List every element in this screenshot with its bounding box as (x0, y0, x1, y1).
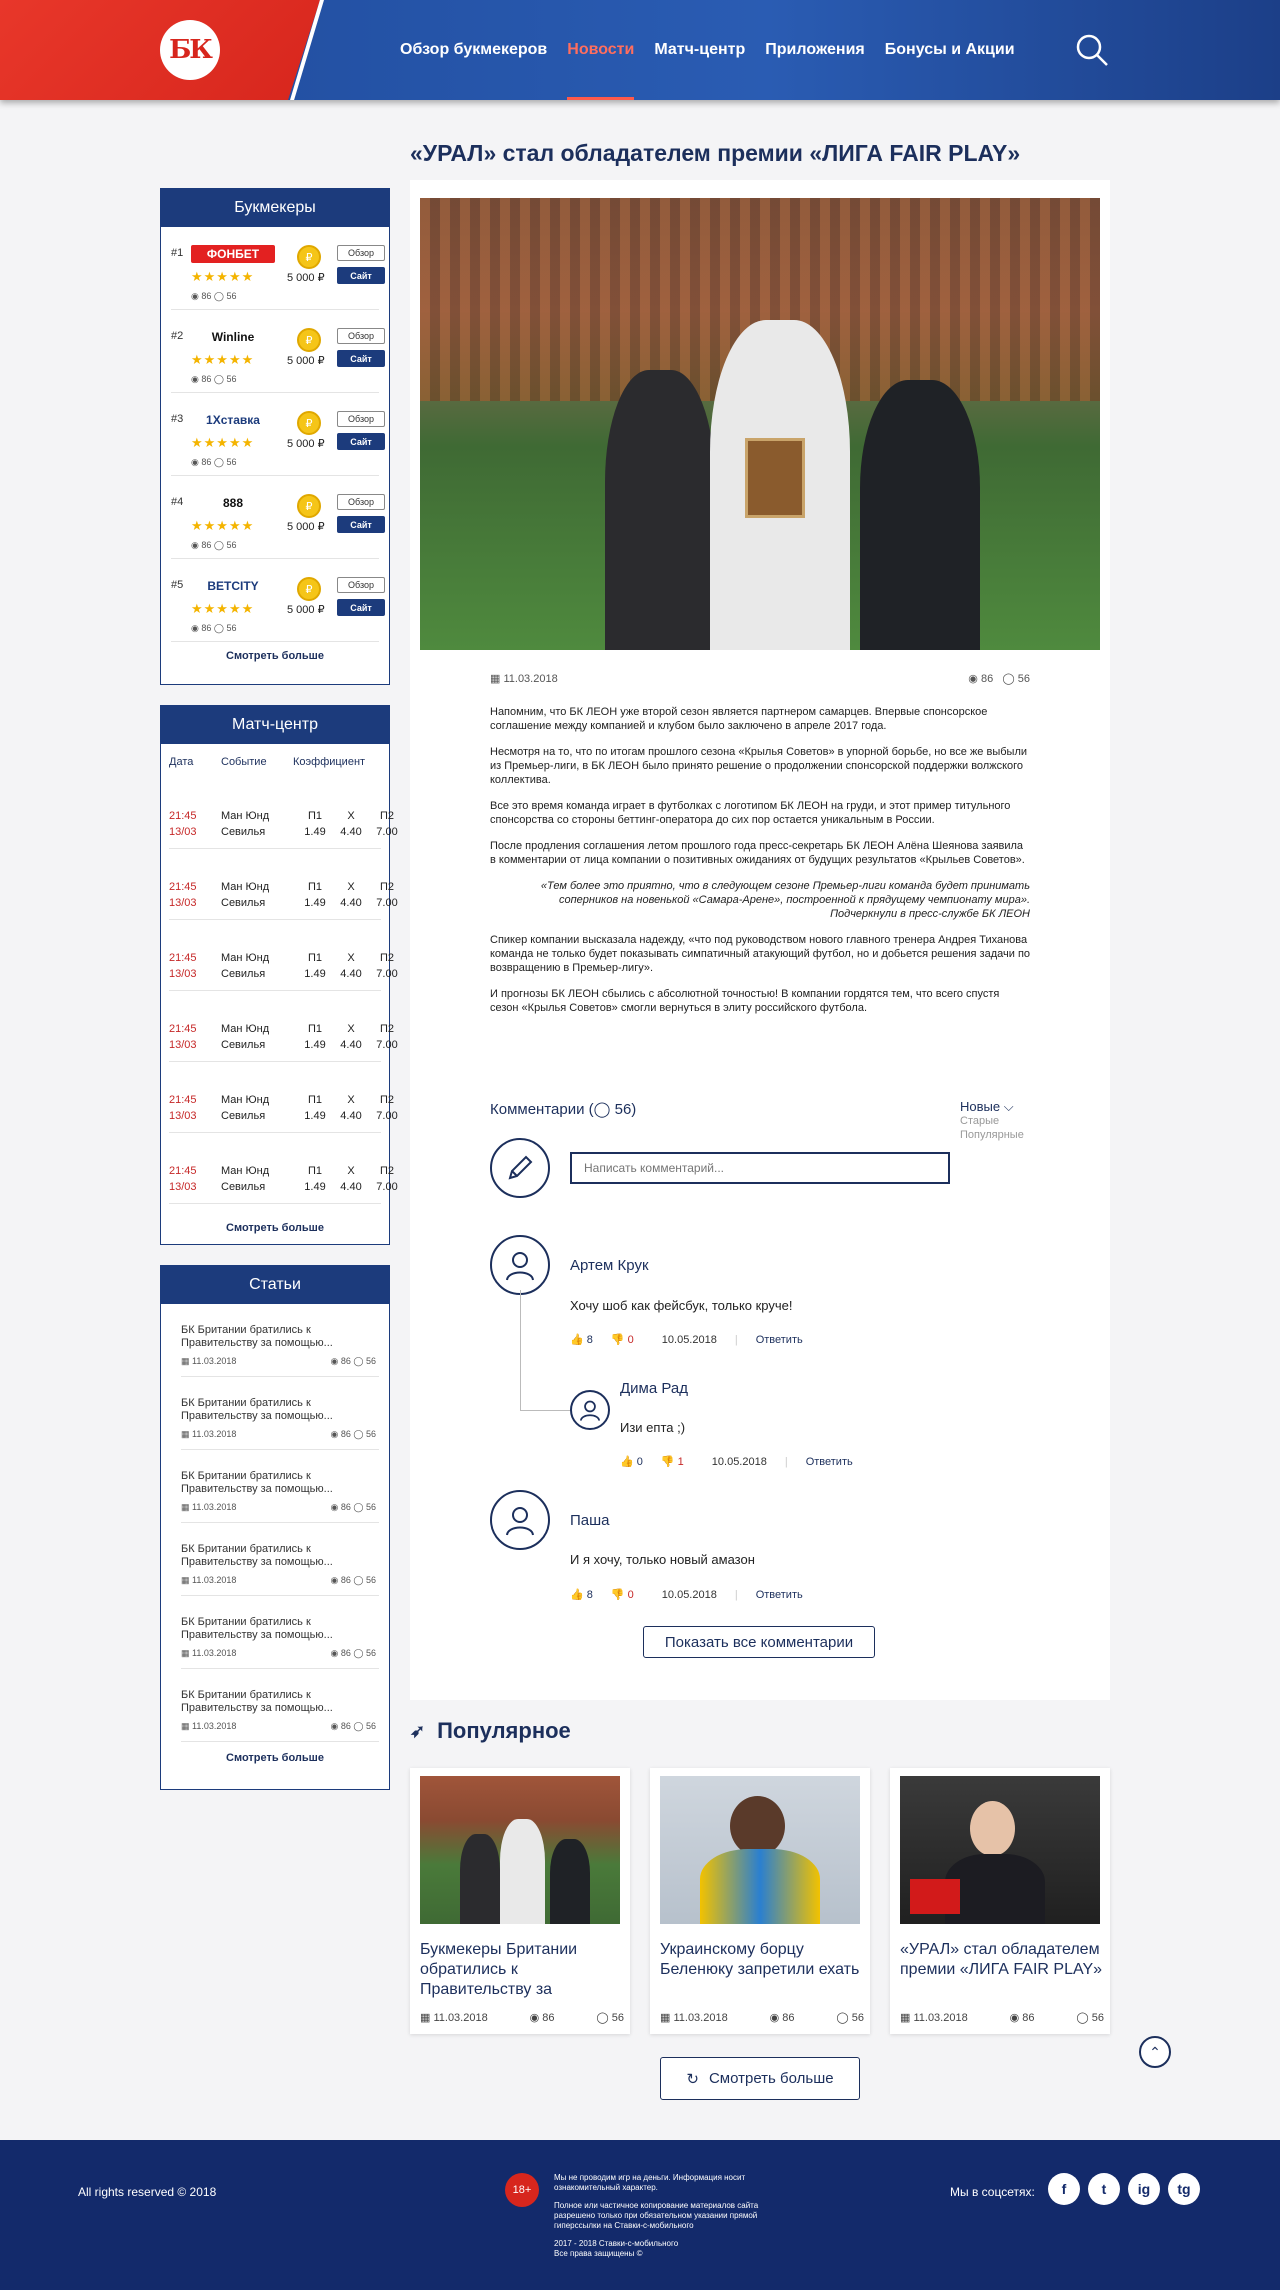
comment-text: Хочу шоб как фейсбук, только круче! (570, 1298, 793, 1313)
popular-card-title[interactable]: Украинскому борцу Беленюку запретили ехать (660, 1941, 860, 1978)
match-row[interactable] (169, 778, 398, 849)
eye-icon: ◉ (191, 623, 199, 633)
thread-line (520, 1290, 521, 1410)
article-item-title[interactable]: БК Британии братились к Правительству за помощью... (181, 1470, 333, 1495)
review-button[interactable]: Обзор (337, 577, 385, 593)
bookmaker-rank: #5 (171, 579, 184, 591)
calendar-icon: ▦ (900, 2012, 911, 2024)
comment-icon: ◯ (353, 1356, 364, 1366)
site-header (0, 0, 1280, 100)
instagram-icon[interactable]: ig (1128, 2173, 1160, 2205)
calendar-icon: ▦ (181, 1575, 190, 1585)
bookmaker-row (171, 559, 379, 642)
rocket-icon: ➶ (410, 1720, 426, 1741)
eye-icon: ◉ (191, 374, 199, 384)
col-event: Событие (221, 756, 267, 768)
telegram-icon[interactable]: tg (1168, 2173, 1200, 2205)
rating-stars: ★★★★★ (191, 601, 255, 616)
match-odds: П1 1.49 Х 4.40 П2 7.00 (304, 1023, 398, 1051)
like-button[interactable]: 👍 8 (570, 1589, 593, 1601)
site-button[interactable]: Сайт (337, 516, 385, 533)
bookmaker-rank: #3 (171, 413, 184, 425)
match-teams: Ман Юнд Севилья (221, 1094, 270, 1122)
comment-actions (570, 1588, 803, 1601)
bookmaker-stats: ◉ 86 ◯ 56 (191, 291, 237, 301)
match-teams: Ман Юнд Севилья (221, 1165, 270, 1193)
article-stats: ◉ 86 ◯ 56 (968, 673, 1030, 685)
match-datetime: 21:45 13/03 (169, 1094, 197, 1122)
scroll-to-top-button[interactable] (1139, 2036, 1171, 2068)
pencil-icon (490, 1138, 550, 1198)
article-paragraph: Спикер компании высказала надежду, «что под руководством нового главного тренера Андрея Тиханова команда не только будет показывать симпатичный атакующий футбол, но и добьется решения задачи по возвращению в Премьер-лигу». (490, 934, 1031, 974)
dislike-button[interactable]: 👎 0 (610, 1589, 634, 1601)
match-datetime: 21:45 13/03 (169, 810, 197, 838)
popular-card[interactable] (890, 1768, 1110, 2034)
thumbs-down-icon: 👎 (610, 1589, 625, 1601)
article-item-title[interactable]: БК Британии братились к Правительству за помощью... (181, 1689, 333, 1714)
hero-person-right (860, 380, 980, 650)
refresh-icon: ↻ (686, 2070, 699, 2088)
article-list-item[interactable] (181, 1377, 379, 1450)
comments-sort (960, 1100, 1024, 1142)
match-datetime: 21:45 13/03 (169, 1165, 197, 1193)
site-logo[interactable] (160, 20, 220, 80)
eye-icon: ◉ (1009, 2012, 1020, 2024)
popular-more-button[interactable]: ↻ Смотреть больше (660, 2057, 860, 2100)
match-odds: П1 1.49 Х 4.40 П2 7.00 (304, 810, 398, 838)
nav-news[interactable]: Новости (567, 0, 634, 100)
bookmaker-bonus: 5 000 ₽ (287, 272, 325, 284)
eye-icon: ◉ (330, 1356, 339, 1366)
review-button[interactable]: Обзор (337, 494, 385, 510)
bookmakers-widget (160, 188, 390, 685)
articles-widget (160, 1265, 390, 1790)
bookmaker-logo[interactable]: ФОНБЕТ (191, 245, 275, 263)
bookmaker-logo[interactable]: 1Хставка (191, 411, 275, 429)
thumbs-down-icon: 👎 (610, 1334, 625, 1346)
match-table-header (161, 744, 389, 778)
page-title: «УРАЛ» стал обладателем премии «ЛИГА FAIR PLAY» (410, 140, 1021, 166)
site-footer (0, 2140, 1280, 2290)
eye-icon: ◉ (330, 1575, 339, 1585)
bookmaker-logo[interactable]: Winline (191, 328, 275, 346)
eye-icon: ◉ (191, 457, 199, 467)
twitter-icon[interactable]: t (1088, 2173, 1120, 2205)
bonus-coin-icon: ₽ (297, 411, 321, 435)
bookmaker-rank: #2 (171, 330, 184, 342)
match-datetime: 21:45 13/03 (169, 952, 197, 980)
article-list-item[interactable] (181, 1523, 379, 1596)
eye-icon: ◉ (191, 291, 199, 301)
article-list-item[interactable] (181, 1596, 379, 1669)
bookmaker-row (171, 476, 379, 559)
popular-card-image (420, 1776, 620, 1924)
like-button[interactable]: 👍 8 (570, 1334, 593, 1346)
match-row[interactable] (169, 920, 398, 991)
comment-icon: ◯ (353, 1429, 364, 1439)
user-avatar-icon (570, 1390, 610, 1430)
bookmakers-list (161, 227, 389, 642)
nav-apps[interactable]: Приложения (765, 41, 865, 58)
social-label: Мы в соцсетях: (950, 2185, 1035, 2199)
article-paragraph: И прогнозы БК ЛЕОН сбылись с абсолютной точностью! В компании гордятся тем, что всего спустя сезон «Крылья Советов» смогли вернуться в элиту российского футбола. (490, 988, 1000, 1014)
comment-icon: ◯ (213, 457, 224, 467)
comment-author[interactable]: Паша (570, 1512, 610, 1529)
sort-option-popular[interactable]: Популярные (960, 1129, 1024, 1141)
match-odds: П1 1.49 Х 4.40 П2 7.00 (304, 1094, 398, 1122)
bookmaker-rank: #4 (171, 496, 184, 508)
thumbs-up-icon: 👍 (570, 1589, 584, 1601)
comment-icon: ◯ (213, 374, 224, 384)
comment-input[interactable] (570, 1152, 950, 1184)
match-center-title: Матч-центр (161, 706, 389, 744)
footer-disclaimer: Мы не проводим игр на деньги. Информация носит ознакомительный характер. Полное или частичное копирование материалов сайта разрешено только при обязательном указании прямой гиперссылки на Ставки-с-мобильного 2017 - 2018 Ставки-с-мобильного Все права защищены © (554, 2173, 759, 2258)
rating-stars: ★★★★★ (191, 435, 255, 450)
thumbs-down-icon: 👎 (660, 1456, 675, 1468)
separator: | (784, 1455, 788, 1468)
site-button[interactable]: Сайт (337, 599, 385, 616)
match-teams: Ман Юнд Севилья (221, 952, 270, 980)
bookmaker-row (171, 393, 379, 476)
comment-author[interactable]: Артем Крук (570, 1257, 649, 1274)
comment-icon: ◯ (1002, 673, 1015, 685)
match-odds: П1 1.49 Х 4.40 П2 7.00 (304, 881, 398, 909)
bookmaker-stats: ◉ 86 ◯ 56 (191, 540, 237, 550)
comment-actions (620, 1455, 853, 1468)
separator: | (734, 1588, 738, 1601)
article-paragraph: Напомним, что БК ЛЕОН уже второй сезон является партнером самарцев. Впервые спонсорское соглашение между компанией и клубом было заключено в апреле 2017 года. (490, 706, 988, 732)
col-coef: Коэффициент (293, 756, 366, 768)
article-item-meta: ▦ 11.03.2018 ◉ 86 ◯ 56 (181, 1356, 376, 1366)
sort-option-old[interactable]: Старые (960, 1115, 1000, 1127)
articles-title: Статьи (161, 1266, 389, 1304)
comment-icon: ◯ (353, 1721, 364, 1731)
calendar-icon: ▦ (181, 1648, 190, 1658)
article-item-title[interactable]: БК Британии братились к Правительству за помощью... (181, 1324, 333, 1349)
bookmaker-logo[interactable]: BETCITY (191, 577, 275, 595)
dislike-button[interactable]: 👎 0 (610, 1334, 634, 1346)
eye-icon: ◉ (529, 2012, 540, 2024)
calendar-icon: ▦ (181, 1502, 190, 1512)
article-hero-image (420, 198, 1100, 650)
eye-icon: ◉ (330, 1721, 339, 1731)
hero-award-plaque (745, 438, 805, 518)
user-avatar-icon (490, 1235, 550, 1295)
match-center-more-link[interactable]: Смотреть больше (226, 1222, 324, 1234)
chevron-up-icon: ⌃ (1149, 2043, 1161, 2060)
match-teams: Ман Юнд Севилья (221, 1023, 270, 1051)
comment-text: Изи епта ;) (620, 1420, 686, 1435)
comment-icon: ◯ (353, 1502, 364, 1512)
bookmaker-bonus: 5 000 ₽ (287, 604, 325, 616)
nav-bookmaker-reviews[interactable]: Обзор букмекеров (400, 41, 548, 58)
bookmaker-bonus: 5 000 ₽ (287, 521, 325, 533)
article-item-title[interactable]: БК Британии братились к Правительству за помощью... (181, 1543, 333, 1568)
bonus-coin-icon: ₽ (297, 494, 321, 518)
article-item-meta: ▦ 11.03.2018 ◉ 86 ◯ 56 (181, 1721, 376, 1731)
article-list-item[interactable] (181, 1450, 379, 1523)
comments-title: Комментарии (◯ 56) (490, 1101, 637, 1118)
comment-icon: ◯ (213, 291, 224, 301)
popular-card-meta: ▦ 11.03.2018 ◉ 86 ◯ 56 (660, 2012, 864, 2024)
rating-stars: ★★★★★ (191, 518, 255, 533)
articles-list (161, 1304, 389, 1742)
popular-card[interactable] (410, 1768, 630, 2034)
bookmaker-bonus: 5 000 ₽ (287, 355, 325, 367)
user-avatar-icon (490, 1490, 550, 1550)
match-datetime: 21:45 13/03 (169, 881, 197, 909)
popular-card-meta: ▦ 11.03.2018 ◉ 86 ◯ 56 (900, 2012, 1104, 2024)
thumbs-up-icon: 👍 (570, 1334, 584, 1346)
comment-date: 10.05.2018 (711, 1455, 767, 1468)
comment-author[interactable]: Дима Рад (620, 1380, 688, 1397)
article-item-meta: ▦ 11.03.2018 ◉ 86 ◯ 56 (181, 1429, 376, 1439)
comment-date: 10.05.2018 (661, 1333, 717, 1346)
chevron-down-icon: ⌵ (1003, 1099, 1014, 1114)
comment-icon: ◯ (353, 1648, 364, 1658)
match-center-widget (160, 705, 398, 1245)
match-datetime: 21:45 13/03 (169, 1023, 197, 1051)
comment-icon: ◯ (213, 540, 224, 550)
article-item-meta: ▦ 11.03.2018 ◉ 86 ◯ 56 (181, 1502, 376, 1512)
calendar-icon: ▦ (490, 673, 501, 685)
bookmakers-more-link[interactable]: Смотреть больше (226, 650, 324, 662)
comment-icon: ◯ (596, 2012, 609, 2024)
popular-card-image (660, 1776, 860, 1924)
popular-card-title[interactable]: «УРАЛ» стал обладателем премии «ЛИГА FAIR PLAY» (900, 1941, 1103, 1978)
site-button[interactable]: Сайт (337, 350, 385, 367)
bookmaker-stats: ◉ 86 ◯ 56 (191, 457, 237, 467)
separator: | (734, 1333, 738, 1346)
popular-card-image (900, 1776, 1100, 1924)
match-row[interactable] (169, 1133, 398, 1204)
bookmaker-row (171, 227, 379, 310)
comment-icon: ◯ (353, 1575, 364, 1585)
col-date: Дата (169, 756, 194, 768)
bookmaker-row (171, 310, 379, 393)
comment-icon: ◯ (213, 623, 224, 633)
bookmaker-bonus: 5 000 ₽ (287, 438, 325, 450)
popular-card[interactable] (650, 1768, 870, 2034)
article-quote: «Тем более это приятно, что в следующем сезоне Премьер-лиги команда будет принимать соперников на новенькой «Самара-Арене», построенной к прядущему чемпионату мира». Подчеркнули в пресс-службе БК ЛЕОН (540, 880, 1030, 920)
article-date: ▦ 11.03.2018 (490, 673, 558, 685)
dislike-button[interactable]: 👎 1 (660, 1456, 684, 1468)
bookmaker-logo[interactable]: 888 (191, 494, 275, 512)
bonus-coin-icon: ₽ (297, 245, 321, 269)
match-odds: П1 1.49 Х 4.40 П2 7.00 (304, 952, 398, 980)
comment-icon: ◯ (1076, 2012, 1089, 2024)
rating-stars: ★★★★★ (191, 269, 255, 284)
eye-icon: ◉ (330, 1502, 339, 1512)
main-nav (400, 0, 1015, 100)
comment-icon: ◯ (593, 1101, 611, 1118)
like-button[interactable]: 👍 0 (620, 1456, 643, 1468)
eye-icon: ◉ (191, 540, 199, 550)
comment-icon: ◯ (836, 2012, 849, 2024)
comment-actions (570, 1333, 803, 1346)
popular-title: ➶ Популярное (410, 1718, 571, 1743)
match-list (161, 778, 398, 1204)
footer-rights: All rights reserved © 2018 (78, 2185, 217, 2199)
rating-stars: ★★★★★ (191, 352, 255, 367)
article-item-meta: ▦ 11.03.2018 ◉ 86 ◯ 56 (181, 1648, 376, 1658)
article-item-meta: ▦ 11.03.2018 ◉ 86 ◯ 56 (181, 1575, 376, 1585)
review-button[interactable]: Обзор (337, 245, 385, 261)
calendar-icon: ▦ (181, 1429, 190, 1439)
bonus-coin-icon: ₽ (297, 328, 321, 352)
article-card (410, 180, 1110, 1700)
site-button[interactable]: Сайт (337, 433, 385, 450)
site-button[interactable]: Сайт (337, 267, 385, 284)
bonus-coin-icon: ₽ (297, 577, 321, 601)
eye-icon: ◉ (330, 1429, 339, 1439)
hero-person-left (605, 370, 715, 650)
article-paragraph: После продления соглашения летом прошлого года пресс-секретарь БК ЛЕОН Алёна Шеянова заявила в комментарии от лица компании о позитивных ожиданиях от будущих результатов «Крыльев Советов». (490, 840, 1025, 866)
facebook-icon[interactable]: f (1048, 2173, 1080, 2205)
bookmaker-rank: #1 (171, 247, 184, 259)
popular-card-title[interactable]: Букмекеры Британии обратились к Правительству за (420, 1941, 578, 1998)
review-button[interactable]: Обзор (337, 328, 385, 344)
article-list-item[interactable] (181, 1669, 379, 1742)
reply-button[interactable]: Ответить (755, 1588, 803, 1601)
match-row[interactable] (169, 1062, 398, 1133)
calendar-icon: ▦ (660, 2012, 671, 2024)
match-teams: Ман Юнд Севилья (221, 881, 270, 909)
reply-button[interactable]: Ответить (755, 1333, 803, 1346)
article-paragraph: Все это время команда играет в футболках с логотипом БК ЛЕОН на груди, и этот пример титульного спонсорства со стороны беттинг-оператора до сих пор остается уникальным в России. (490, 800, 1011, 826)
calendar-icon: ▦ (181, 1356, 190, 1366)
thumbs-up-icon: 👍 (620, 1456, 634, 1468)
article-body (490, 705, 1030, 1027)
calendar-icon: ▦ (420, 2012, 431, 2024)
bookmaker-stats: ◉ 86 ◯ 56 (191, 623, 237, 633)
nav-match-center[interactable]: Матч-центр (654, 41, 746, 58)
logo-text: БК (169, 35, 211, 65)
eye-icon: ◉ (330, 1648, 339, 1658)
article-paragraph: Несмотря на то, что по итогам прошлого сезона «Крылья Советов» в упорной борьбе, но все же выбыли из Премьер-лиги, в БК ЛЕОН было принято решение о продолжении спонсорской поддержки волжского коллектива. (490, 746, 1028, 786)
popular-card-meta: ▦ 11.03.2018 ◉ 86 ◯ 56 (420, 2012, 624, 2024)
match-teams: Ман Юнд Севилья (221, 810, 270, 838)
eye-icon: ◉ (769, 2012, 780, 2024)
match-row[interactable] (169, 849, 398, 920)
article-item-title[interactable]: БК Британии братились к Правительству за помощью... (181, 1616, 333, 1641)
comment-date: 10.05.2018 (661, 1588, 717, 1601)
match-odds: П1 1.49 Х 4.40 П2 7.00 (304, 1165, 398, 1193)
sort-current[interactable]: Новые ⌵ (960, 1099, 1014, 1114)
comment-text: И я хочу, только новый амазон (570, 1552, 755, 1567)
article-list-item[interactable] (181, 1304, 379, 1377)
review-button[interactable]: Обзор (337, 411, 385, 427)
social-icons (1048, 2173, 1200, 2205)
article-meta (490, 672, 1030, 685)
eye-icon: ◉ (968, 673, 978, 685)
article-item-title[interactable]: БК Британии братились к Правительству за помощью... (181, 1397, 333, 1422)
articles-more-link[interactable]: Смотреть больше (226, 1752, 324, 1764)
bookmakers-title: Букмекеры (161, 189, 389, 227)
bookmaker-stats: ◉ 86 ◯ 56 (191, 374, 237, 384)
reply-button[interactable]: Ответить (805, 1455, 853, 1468)
show-all-comments-button[interactable]: Показать все комментарии (643, 1626, 875, 1658)
nav-bonuses[interactable]: Бонусы и Акции (884, 41, 1015, 58)
calendar-icon: ▦ (181, 1721, 190, 1731)
age-badge: 18+ (505, 2173, 539, 2207)
search-icon[interactable] (1075, 33, 1109, 67)
match-row[interactable] (169, 991, 398, 1062)
